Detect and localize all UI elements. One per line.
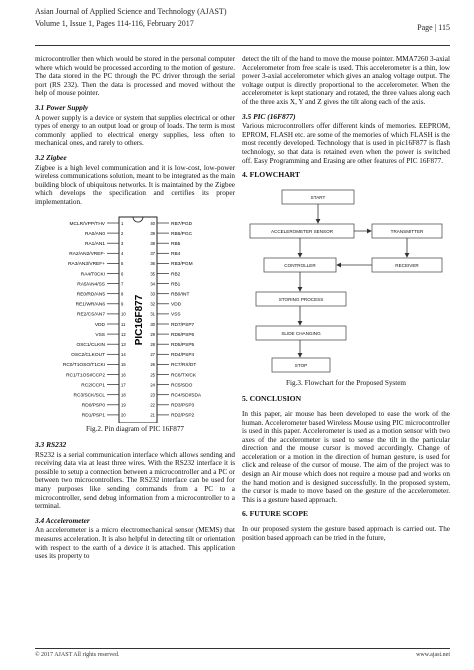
right-pin-number: 35 xyxy=(150,270,155,276)
left-pin-label: RE2/CS/AN7 xyxy=(77,312,105,318)
left-pin-label: VDD xyxy=(94,322,105,328)
left-pin-label: RC3/SCK/SCL xyxy=(73,393,105,398)
left-pin-number: 13 xyxy=(121,341,126,347)
page-number: Page | 115 xyxy=(417,23,450,32)
conclusion-paragraph: In this paper, air mouse has been developed to ease the work of the human. Accelerometer based Wireless Mouse using PIC microcontroller is used in this paper. Accelerometer is used as a motion sensor with two axes of the accelerometer is used to sense the tilt in the particular direction and the mouse cursor is moved accordingly. Change of acceleration or a motion in the direction of human gesture, is used for click and release of the cursor of mouse. The aim of the project was to design an Air mouse which does not require a mouse pad and works on the hand motion and is designed successfully. In the proposed system, the cursor is made to move based on the gesture of the accelerometer. This is a gesture based approach. xyxy=(242,409,450,504)
left-pin-number: 16 xyxy=(121,371,126,377)
right-pin-label: RC6/TX/CK xyxy=(171,372,197,378)
heading-zigbee: 3.2 Zigbee xyxy=(35,152,67,162)
flow-controller-label: CONTROLLER xyxy=(284,262,316,268)
left-pin-number: 9 xyxy=(121,301,124,307)
left-pin-number: 2 xyxy=(121,230,124,236)
fig2-caption: Fig.2. Pin diagram of PIC 16F877 xyxy=(85,424,185,433)
left-pin-label: OSC1/CLKIN xyxy=(76,342,105,348)
heading-accelerometer: 3.4 Accelerometer xyxy=(35,515,90,525)
rs232-paragraph: RS232 is a serial communication interface which allows sending and receiving data via at least three wires. With the RS232 interface it is possible to setup a connection between a microcontroller and a PC or between two microcontrollers. The RS232 interface can be used for many purposes like sending commands from a PC to a microcontroller, send debug information from a microcontroller to a terminal. xyxy=(35,450,235,511)
right-pin-number: 37 xyxy=(150,250,155,256)
right-pin-label: RC4/SDI/SDA xyxy=(171,393,202,398)
left-pin-label: RC1/T1OSI/CCP2 xyxy=(66,372,105,378)
heading-conclusion: 5. CONCLUSION xyxy=(242,394,302,404)
left-pin-label: RA1/AN1 xyxy=(85,241,105,247)
left-pin-label: OSC2/CLKOUT xyxy=(71,352,105,358)
right-pin-label: RC5/SDO xyxy=(171,382,193,388)
right-pin-number: 31 xyxy=(150,311,155,317)
accelerometer-cont-paragraph: detect the tilt of the hand to move the mouse pointer. MMA7260 3-axial Accelerometer from free scale is used. This accelerometer is a thin, low power 3-axial accelerometer which gives an analog voltage output. The voltage output is directly proportional to the accelerometer. When the accelerometer is kept stationary and rotated, the three values along each of the three axis X, Y and Z gives the tilt along each of the axis. xyxy=(242,55,450,106)
right-pin-label: RD7/PSP7 xyxy=(171,322,195,328)
left-pin-label: RE0/RD/AN5 xyxy=(76,292,105,297)
left-pin-label: MCLR/VPP/THV xyxy=(69,221,105,227)
right-column xyxy=(242,55,450,548)
journal-title: Asian Journal of Applied Science and Technology (AJAST) xyxy=(35,7,227,16)
heading-future-scope: 6. FUTURE SCOPE xyxy=(242,509,309,519)
chip-name: PIC16F877 xyxy=(134,294,145,345)
left-pin-label: RA5/AN4/SS xyxy=(77,281,105,287)
right-pin-label: RD3/PSP3 xyxy=(171,403,195,409)
left-pin-label: RE1/WR/AN6 xyxy=(75,302,105,308)
right-pin-number: 36 xyxy=(150,260,155,266)
zigbee-paragraph: Zigbee is a high level communication and it is low-cost, low-power wireless communications solution, meant to be integrated as the main building block of ubiquitous networks. It is maintained by the Zigbee which develops the specification and certifies its proper implementation. xyxy=(35,163,236,206)
left-pin-number: 6 xyxy=(121,270,124,276)
flowchart xyxy=(242,186,450,376)
flow-receiver-label: RECEIVER xyxy=(395,262,419,268)
header-rule xyxy=(35,45,450,46)
left-pin-label: RA3/AN3/VREF+ xyxy=(68,261,105,267)
left-pin-number: 11 xyxy=(121,321,126,327)
flow-stop-label: STOP xyxy=(294,362,308,368)
left-pin-label: RC0/T1OSO/T1CKI xyxy=(62,362,105,368)
heading-pic: 3.5 PIC (16F877) xyxy=(242,111,296,121)
left-pin-number: 15 xyxy=(121,361,126,367)
left-pin-number: 19 xyxy=(121,402,126,408)
left-pin-number: 18 xyxy=(121,392,126,397)
page-footer xyxy=(35,648,450,658)
left-pin-number: 4 xyxy=(121,250,124,256)
left-pin-label: RD1/PSP1 xyxy=(81,413,105,419)
flow-storing-label: STORING PROCESS xyxy=(278,296,324,302)
right-pin-label: VDD xyxy=(171,302,182,308)
flow-transmitter-label: TRANSMITTER xyxy=(390,228,424,234)
left-pin-number: 20 xyxy=(121,412,126,418)
right-pin-label: RB2 xyxy=(171,271,181,277)
fig3-caption: Fig.3. Flowchart for the Proposed System xyxy=(286,378,406,387)
right-pin-label: RB4 xyxy=(171,251,181,257)
left-pin-label: RC2/CCP1 xyxy=(81,382,105,388)
heading-flowchart: 4. FLOWCHART xyxy=(242,170,300,180)
right-pin-number: 40 xyxy=(150,220,155,226)
right-pin-number: 24 xyxy=(150,381,155,387)
right-pin-number: 33 xyxy=(150,291,155,296)
flow-sensor-label: ACCELEROMETER SENSOR xyxy=(270,228,334,234)
left-column xyxy=(35,55,235,567)
right-pin-number: 21 xyxy=(150,412,155,418)
right-pin-label: RB0/INT xyxy=(171,292,190,297)
copyright-text: © 2017 AJAST All rights reserved. xyxy=(35,652,120,658)
left-pin-label: VSS xyxy=(95,332,105,338)
right-pin-number: 26 xyxy=(150,361,155,367)
left-pin-label: RA0/AN0 xyxy=(85,231,105,237)
right-pin-label: VSS xyxy=(171,312,181,318)
flow-slide-label: SLIDE CHANGING xyxy=(281,330,321,336)
left-pin-number: 3 xyxy=(121,240,124,246)
right-pin-number: 34 xyxy=(150,280,155,286)
right-pin-label: RD5/PSP5 xyxy=(171,342,195,348)
left-pin-number: 14 xyxy=(121,351,126,357)
right-pin-number: 28 xyxy=(150,341,155,347)
left-pin-label: RD0/PSP0 xyxy=(81,403,105,409)
right-pin-number: 39 xyxy=(150,230,155,236)
volume-info: Volume 1, Issue 1, Pages 114-116, February 2017 xyxy=(35,19,194,28)
pic-pin-diagram xyxy=(35,211,235,423)
left-pin-number: 8 xyxy=(121,291,124,296)
page-header xyxy=(35,6,450,30)
right-pin-number: 23 xyxy=(150,392,155,397)
right-pin-label: RD2/PSP2 xyxy=(171,413,195,419)
left-pin-number: 12 xyxy=(121,331,126,337)
left-pin-number: 17 xyxy=(121,381,126,387)
left-pin-number: 1 xyxy=(121,220,124,226)
right-pin-label: RB5 xyxy=(171,241,181,247)
right-pin-number: 32 xyxy=(150,301,155,307)
right-pin-label: RC7/RX/DT xyxy=(171,362,197,368)
right-pin-number: 38 xyxy=(150,240,155,246)
future-scope-paragraph: In our proposed system the gesture based approach is carried out. The position based approach can be tried in the future, xyxy=(242,525,450,542)
right-pin-number: 27 xyxy=(150,351,155,357)
footer-url: www.ajast.net xyxy=(416,652,450,658)
right-pin-label: RB6/PGC xyxy=(171,231,193,237)
heading-power-supply: 3.1 Power Supply xyxy=(35,102,89,112)
right-pin-number: 29 xyxy=(150,331,155,337)
right-pin-label: RD6/PSP6 xyxy=(171,332,195,338)
right-pin-label: RD4/PSP4 xyxy=(171,352,195,358)
left-pin-label: RA4/T0CKI xyxy=(80,271,105,277)
accelerometer-paragraph: An accelerometer is a micro electromechanical sensor (MEMS) that measures acceleration. It is also helpful in detecting tilt or orientation with respect to the earth of a device it is attached. This application uses its property to xyxy=(35,526,235,561)
left-pin-number: 5 xyxy=(121,260,124,266)
left-pin-number: 10 xyxy=(121,311,126,317)
right-pin-label: RB7/PGD xyxy=(171,221,193,227)
left-pin-number: 7 xyxy=(121,280,124,286)
left-pin-label: RA2/AN2/VREF- xyxy=(69,251,105,257)
right-pin-number: 30 xyxy=(150,321,155,327)
right-pin-number: 25 xyxy=(150,371,155,377)
power-supply-paragraph: A power supply is a device or system that supplies electrical or other types of energy to an output load or group of loads. The term is most commonly applied to electrical energy supplies, less often to mechanical ones, and rarely to others. xyxy=(35,113,235,148)
right-pin-label: RB1 xyxy=(171,281,181,287)
flow-start-label: START xyxy=(310,194,326,200)
pic-paragraph: Various microcontrollers offer different kinds of memories. EEPROM, EPROM, FLASH etc. are some of the memories of which FLASH is the most recently developed. Technology that is used in pic16F877 is flash technology, so that data is retained even when the power is switched off. Easy Programming and Erasing are other features of PIC 16F877. xyxy=(242,122,451,165)
right-pin-number: 22 xyxy=(150,402,155,408)
heading-rs232: 3.3 RS232 xyxy=(35,440,67,450)
right-pin-label: RB3/PGM xyxy=(171,261,193,267)
intro-paragraph: microcontroller then which would be stored in the personal computer where which would be processed according to the motion of gesture. The data stored in the PC through the PC driver through the serial port (RS 232). Then the data is processed and moved without the help of mouse pointer. xyxy=(35,55,235,98)
